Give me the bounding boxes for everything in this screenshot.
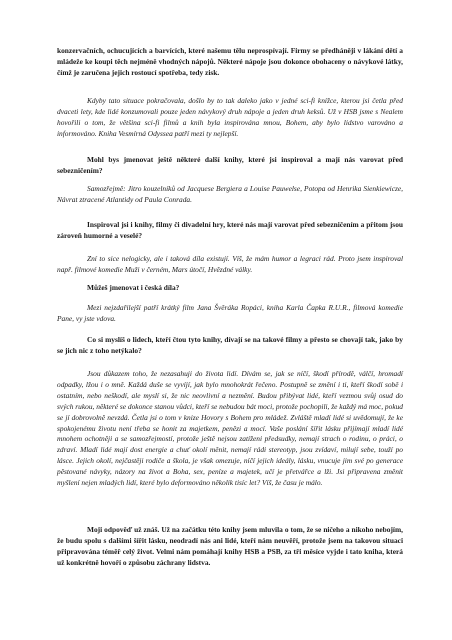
answer-paragraph: Kdyby tato situace pokračovala, došlo by to tak daleko jako v jedné sci-fi knížce, kterou jsi četla před dvaceti lety, kde lidé konzumovali pouze jeden návykový druh nápoje a jeden druh keksů. Už v HSB jsme s Nealem hovořili o tom, že většina sci-fi filmů a knih byla inspirována mnou, Bohem, aby bylo lidstvo varováno a informováno. Kniha Vesmírná Odyssea patří mezi ty nejlepší.	[57, 96, 403, 138]
answer-paragraph: Jsou důkazem toho, že nezasahuji do života lidí. Dívám se, jak se níčí, škodí přírodě, válčí, hromadí odpadky, lžou i o mně. Každá duše se vyvíjí, jak bylo mnohokrát řečeno. Postupně se změní i ti, kteří škodí sobě i ostatním, nebo neškodí, ale myslí si, že nic neovlivní a nezmění. Budou přibývat lidé, kteří vezmou svůj osud do svých rukou, některé se dokonce stanou vůdci, kteří se nebudou bát moci, protože pochopili, že každý má moc, pokud se jí dobrovolně nevzdá. Četla jsi o tom v knize Hovory s Bohem pro mládež. Zvláště mladí lidé si uvědomují, že ke spokojenému životu není třeba se honit za majetkem, penězi a mocí. Vaše poslání šířit lásku přijímají mladí lidé mnohem ochotněji a se samozřejmostí, protože ještě nejsou zatíženi předsudky, nemají strach o rodinu, o práci, o zdraví. Mladí lidé mají dost energie a chuť okolí měnit, nemají rádi stereotyp, jsou zvídaví, milují sebe, touží po lásce. Jejich okolí, nejčastěji rodiče a škola, je však omezuje, níčí jejich ideály, lásku, vnucuje jim své po generace pěstované návyky, názory na život a Boha, sex, peníze a majetek, učí je přetvářce a lži. Jsi připravena změnit myšlení nejen mladých lidí, které bylo deformováno několik tisíc let? Víš, že času je málo.	[57, 369, 403, 488]
question-paragraph: konzervačních, ochucujících a barvících, které našemu tělu neprospívají. Firmy se předháněji v lákání dětí a mládeže ke koupi těch nejméně vhodných nápojů. Některé nápoje jsou dokonce obohaceny o návykové látky, čímž je zaručena jejich rostoucí spotřeba, tedy zisk.	[57, 46, 403, 77]
question-paragraph: Můžeš jmenovat i česká díla?	[87, 283, 180, 292]
question-paragraph: Inspiroval jsi i knihy, filmy či divadelní hry, které nás mají varovat před sebezničením a přitom jsou zároveň humorné a veselé?	[57, 220, 403, 240]
question-paragraph: Moji odpověď už znáš. Už na začátku této knihy jsem mluvila o tom, že se ničeho a nikoho nebojím, že budu spolu s dalšími šířit lásku, neodradí nás ani lidé, kteří nám neuvěří, protože jsem na takovou situaci připravována téměř celý život. Velmi nám pomáhají knihy HSB a PSB, za tři měsíce vyjde i tato kniha, která už konkrétně hovoří o způsobu záchrany lidstva.	[57, 525, 403, 567]
answer-paragraph: Samozřejmě: Jitro kouzelníků od Jacquese Bergiera a Louise Pauwelse, Potopa od Henrika Sienkiewicze, Návrat ztracené Atlantidy od Paula Conrada.	[57, 184, 403, 204]
answer-paragraph: Zní to sice nelogicky, ale i taková díla existují. Víš, že mám humor a legraci rád. Proto jsem inspiroval např. filmové komedie Muži v černém, Mars útočí, Hvězdné války.	[57, 254, 403, 274]
question-paragraph: Mohl bys jmenovat ještě některé další knihy, které jsi inspiroval a mají nás varovat před sebezničením?	[57, 155, 403, 175]
answer-paragraph: Mezi nejzdařilejší patří krátký film Jana Švěráka Ropáci, kniha Karla Čapka R.U.R., filmová komedie Pane, vy jste vdova.	[57, 303, 403, 323]
question-paragraph: Co si myslíš o lidech, kteří čtou tyto knihy, dívají se na takové filmy a přesto se chovají tak, jako by se jich nic z toho netýkalo?	[57, 335, 403, 355]
